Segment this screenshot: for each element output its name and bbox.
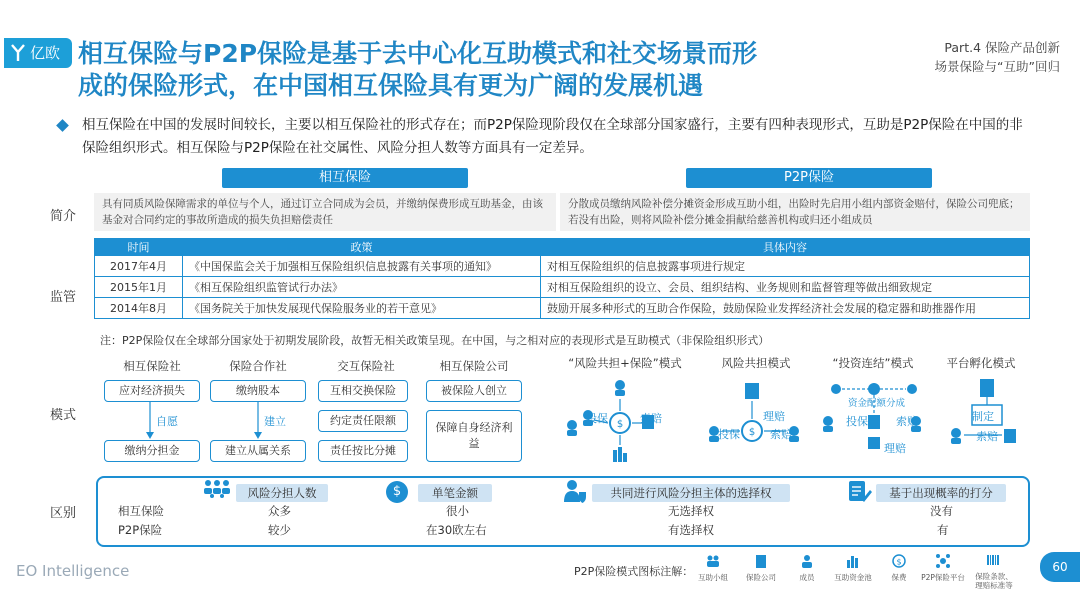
mode-box: 应对经济损失 [104,380,200,402]
row-label-regulation: 监管 [50,290,77,305]
footer-brand: EO Intelligence [16,562,130,580]
table-row [95,298,1030,319]
table-cell: 鼓励开展多种形式的互助合作保险，鼓励保险业发挥经济社会发展的稳定器和助推器作用 [541,298,1030,319]
dollar-refresh-icon: $ [386,481,408,503]
mode-box: 保障自身经济利益 [426,410,522,462]
logo-text: 亿欧 [30,44,61,62]
diff-value: 有 [937,523,949,537]
legend-label: 互助小组 [698,573,728,582]
person-icon [615,380,625,390]
legend-label: 成员 [799,573,815,582]
row-label-mode: 模式 [50,408,77,423]
mode-box: 建立从属关系 [210,440,306,462]
diff-tag: 共同进行风险分担主体的选择权 [592,484,790,502]
mode-title: 风险共担模式 [721,356,791,370]
p2p-mode-diagram [700,375,810,470]
diagram-label: 索赔 [770,428,792,441]
member-icon [800,554,814,568]
table-row [95,256,1030,277]
mode-box: 被保险人创立 [426,380,522,402]
svg-text:$: $ [896,557,902,567]
diff-value: 有选择权 [668,523,714,537]
mode-title: 交互保险社 [337,359,395,373]
mode-title: “投资连结”模式 [832,356,914,370]
diff-tag: 基于出现概率的打分 [876,484,1006,502]
svg-text:$: $ [748,427,756,438]
mode-box: 责任按比分摊 [318,440,408,462]
legend [696,554,1036,594]
diagram-label: 制定 [972,410,994,423]
p2p-intro: 分散成员缴纳风险补偿分摊资金形成互助小组，出险时先启用小组内部资金赔付，保险公司兜底；若没有出险，则将风险补偿分摊金捐献给慈善机构或归还小组成员 [560,193,1030,231]
diff-value: 较少 [268,523,291,537]
legend-label: 保险条款、理赔标准等 [975,572,1013,590]
mode-box: 缴纳分担金 [104,440,200,462]
diff-value: 没有 [930,504,953,518]
diff-row-name: P2P保险 [118,523,163,537]
diff-tag: 单笔金额 [418,484,492,502]
mode-title: 平台孵化模式 [946,356,1016,370]
table-header: 时间 [95,239,183,256]
diff-value: 众多 [268,504,291,518]
table-cell: 《中国保监会关于加强相互保险组织信息披露有关事项的通知》 [183,256,541,277]
clause-icon [986,554,1000,568]
mode-title: 相互保险公司 [439,359,509,373]
table-cell: 对相互保险组织的信息披露事项进行规定 [541,256,1030,277]
page-number: 60 [1040,552,1080,582]
diamond-bullet-icon [56,119,69,132]
diagram-label: 索赔 [640,412,662,425]
table-cell: 2014年8月 [95,298,183,319]
table-cell: 2015年1月 [95,277,183,298]
table-cell: 《国务院关于加快发展现代保险服务业的若干意见》 [183,298,541,319]
mutual-intro: 具有同质风险保障需求的单位与个人，通过订立合同成为会员，并缴纳保费形成互助基金，由该基金对合同约定的事故所造成的损失负担赔偿责任 [94,193,556,231]
building-icon [754,554,768,568]
p2p-header: P2P保险 [686,168,932,188]
table-header-row [95,239,1030,256]
diagram-label: 理赔 [884,442,906,455]
title-line-2: 成的保险形式，在中国相互保险具有更为广阔的发展机遇 [78,71,704,100]
diagram-label: 投保 [718,428,740,441]
legend-title: P2P保险模式图标注解： [574,565,694,578]
title-line-1: 相互保险与P2P保险是基于去中心化互助模式和社交场景而形 [78,39,758,68]
legend-label: 保险公司 [746,573,776,582]
logo-y-icon [11,44,25,62]
regulation-table [94,238,1030,319]
people-group-icon [202,478,232,502]
mode-link-label: 自愿 [156,415,178,428]
mode-title: 相互保险社 [123,359,181,373]
part-line-1: Part.4 保险产品创新 [944,40,1060,55]
diagram-label: 理赔 [763,410,785,423]
platform-icon [936,554,950,568]
part-line-2: 场景保险与“互助”回归 [934,59,1060,74]
diagram-label: 索赔 [976,430,998,443]
diff-value: 很小 [446,504,469,518]
mode-box: 约定责任限额 [318,410,408,432]
svg-text:$: $ [616,419,624,430]
row-label-intro: 简介 [50,209,77,224]
diagram-label: 索赔 [896,415,918,428]
brand-logo [4,38,72,68]
diff-value: 在30欧左右 [426,523,487,537]
diagram-label: 投保 [846,415,868,428]
table-header: 具体内容 [541,239,1030,256]
row-label-diff: 区别 [50,506,77,521]
section-label [935,38,1060,76]
document-edit-icon [846,478,872,504]
diff-row-name: 相互保险 [118,504,164,518]
mode-title: 保险合作社 [229,359,287,373]
table-cell: 2017年4月 [95,256,183,277]
person-shield-icon [562,478,588,504]
mode-box: 缴纳股本 [210,380,306,402]
diff-value: 无选择权 [668,504,714,518]
fund-pool-icon [846,554,860,568]
table-cell: 对相互保险组织的设立、会员、组织结构、业务规则和监督管理等做出细致规定 [541,277,1030,298]
page-title [78,38,848,102]
table-header: 政策 [183,239,541,256]
lead-paragraph: 相互保险在中国的发展时间较长，主要以相互保险社的形式存在；而P2P保险现阶段仅在全球部分国家盛行，主要有四种表现形式，互助是P2P保险在中国的非保险组织形式。相互保险与P2P保险在社交属性、风险分担人数等方面具有一定差异。 [82,117,1023,156]
table-cell: 《相互保险组织监管试行办法》 [183,277,541,298]
mutual-header: 相互保险 [222,168,468,188]
diff-tag: 风险分担人数 [236,484,328,502]
legend-label: P2P保险平台 [921,573,965,582]
mode-title: “风险共担+保险”模式 [568,356,682,370]
mode-link-label: 建立 [264,415,286,428]
diagram-label: 资金配额分成 [848,398,906,409]
legend-label: 保费 [891,573,907,582]
mode-box: 互相交换保险 [318,380,408,402]
regulation-note: 注：P2P保险仅在全球部分国家处于初期发展阶段，故暂无相关政策呈现。在中国，与之相对应的表现形式是互助模式（非保险组织形式） [100,334,770,347]
diagram-label: 投保 [586,412,608,425]
table-row [95,277,1030,298]
group-icon [706,554,720,568]
p2p-mode-diagram [558,375,708,470]
premium-icon [892,554,906,568]
legend-label: 互助资金池 [834,573,872,582]
